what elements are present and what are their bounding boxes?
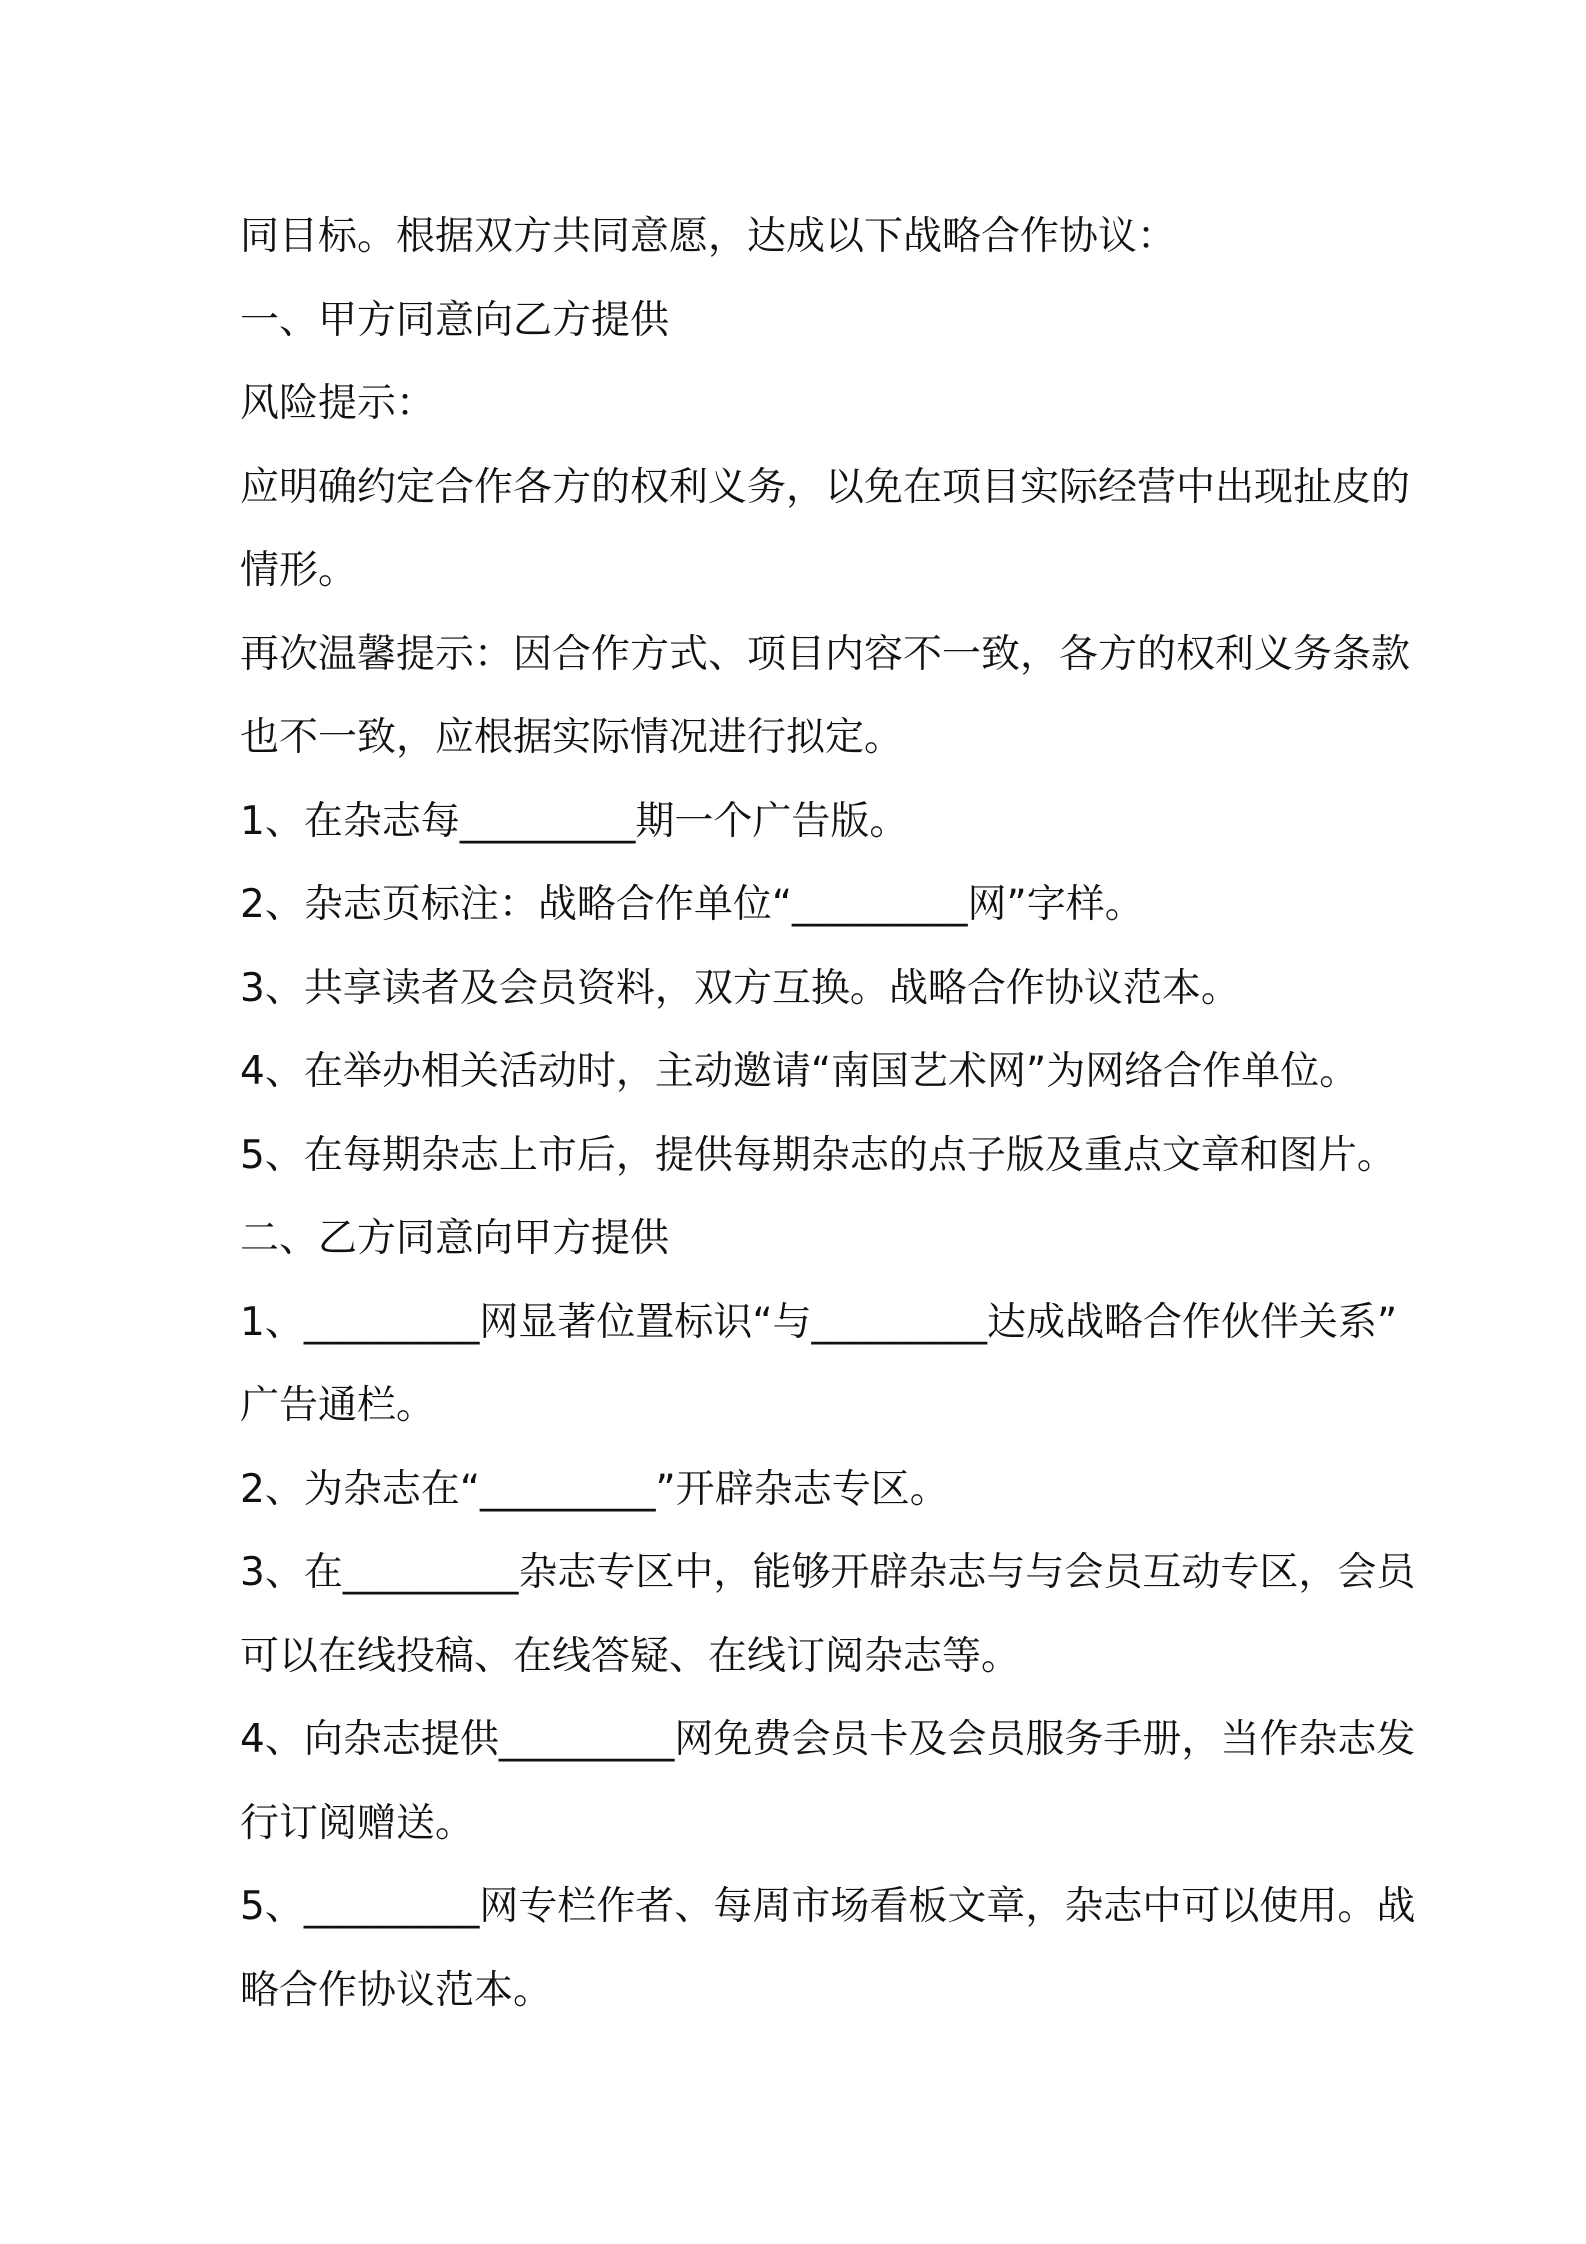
list-item: 5、在每期杂志上市后，提供每期杂志的点子版及重点文章和图片。 <box>240 1132 1396 1178</box>
section-heading-party-b: 二、乙方同意向甲方提供 <box>240 1216 670 1261</box>
list-item: 5、_________网专栏作者、每周市场看板文章，杂志中可以使用。战 <box>240 1884 1416 1929</box>
text-line: 可以在线投稿、在线答疑、在线订阅杂志等。 <box>240 1633 1021 1679</box>
list-item: 3、在_________杂志专区中，能够开辟杂志与与会员互动专区，会员 <box>240 1550 1416 1595</box>
text-line: 应明确约定合作各方的权利义务，以免在项目实际经营中出现扯皮的 <box>240 464 1411 510</box>
document-body <box>240 195 1416 2032</box>
list-item: 2、为杂志在“_________”开辟杂志专区。 <box>240 1466 949 1512</box>
risk-notice-label: 风险提示： <box>240 381 436 426</box>
section-heading-party-a: 一、甲方同意向乙方提供 <box>240 297 670 343</box>
text-line: 情形。 <box>240 548 358 593</box>
list-item: 3、共享读者及会员资料，双方互换。战略合作协议范本。 <box>240 965 1240 1011</box>
text-line: 行订阅赠送。 <box>240 1800 475 1846</box>
list-item: 4、在举办相关活动时，主动邀请“南国艺术网”为网络合作单位。 <box>240 1049 1359 1094</box>
text-line: 略合作协议范本。 <box>240 1967 553 2013</box>
list-item: 4、向杂志提供_________网免费会员卡及会员服务手册，当作杂志发 <box>240 1717 1416 1762</box>
list-item: 1、在杂志每_________期一个广告版。 <box>240 798 909 844</box>
list-item: 2、杂志页标注：战略合作单位“_________网”字样。 <box>240 882 1144 927</box>
list-item: 1、_________网显著位置标识“与_________达成战略合作伙伴关系” <box>240 1299 1398 1345</box>
text-line: 同目标。根据双方共同意愿，达成以下战略合作协议： <box>240 214 1177 259</box>
text-line: 也不一致，应根据实际情况进行拟定。 <box>240 715 904 760</box>
text-line: 再次温馨提示：因合作方式、项目内容不一致，各方的权利义务条款 <box>240 631 1411 677</box>
text-line: 广告通栏。 <box>240 1383 436 1428</box>
